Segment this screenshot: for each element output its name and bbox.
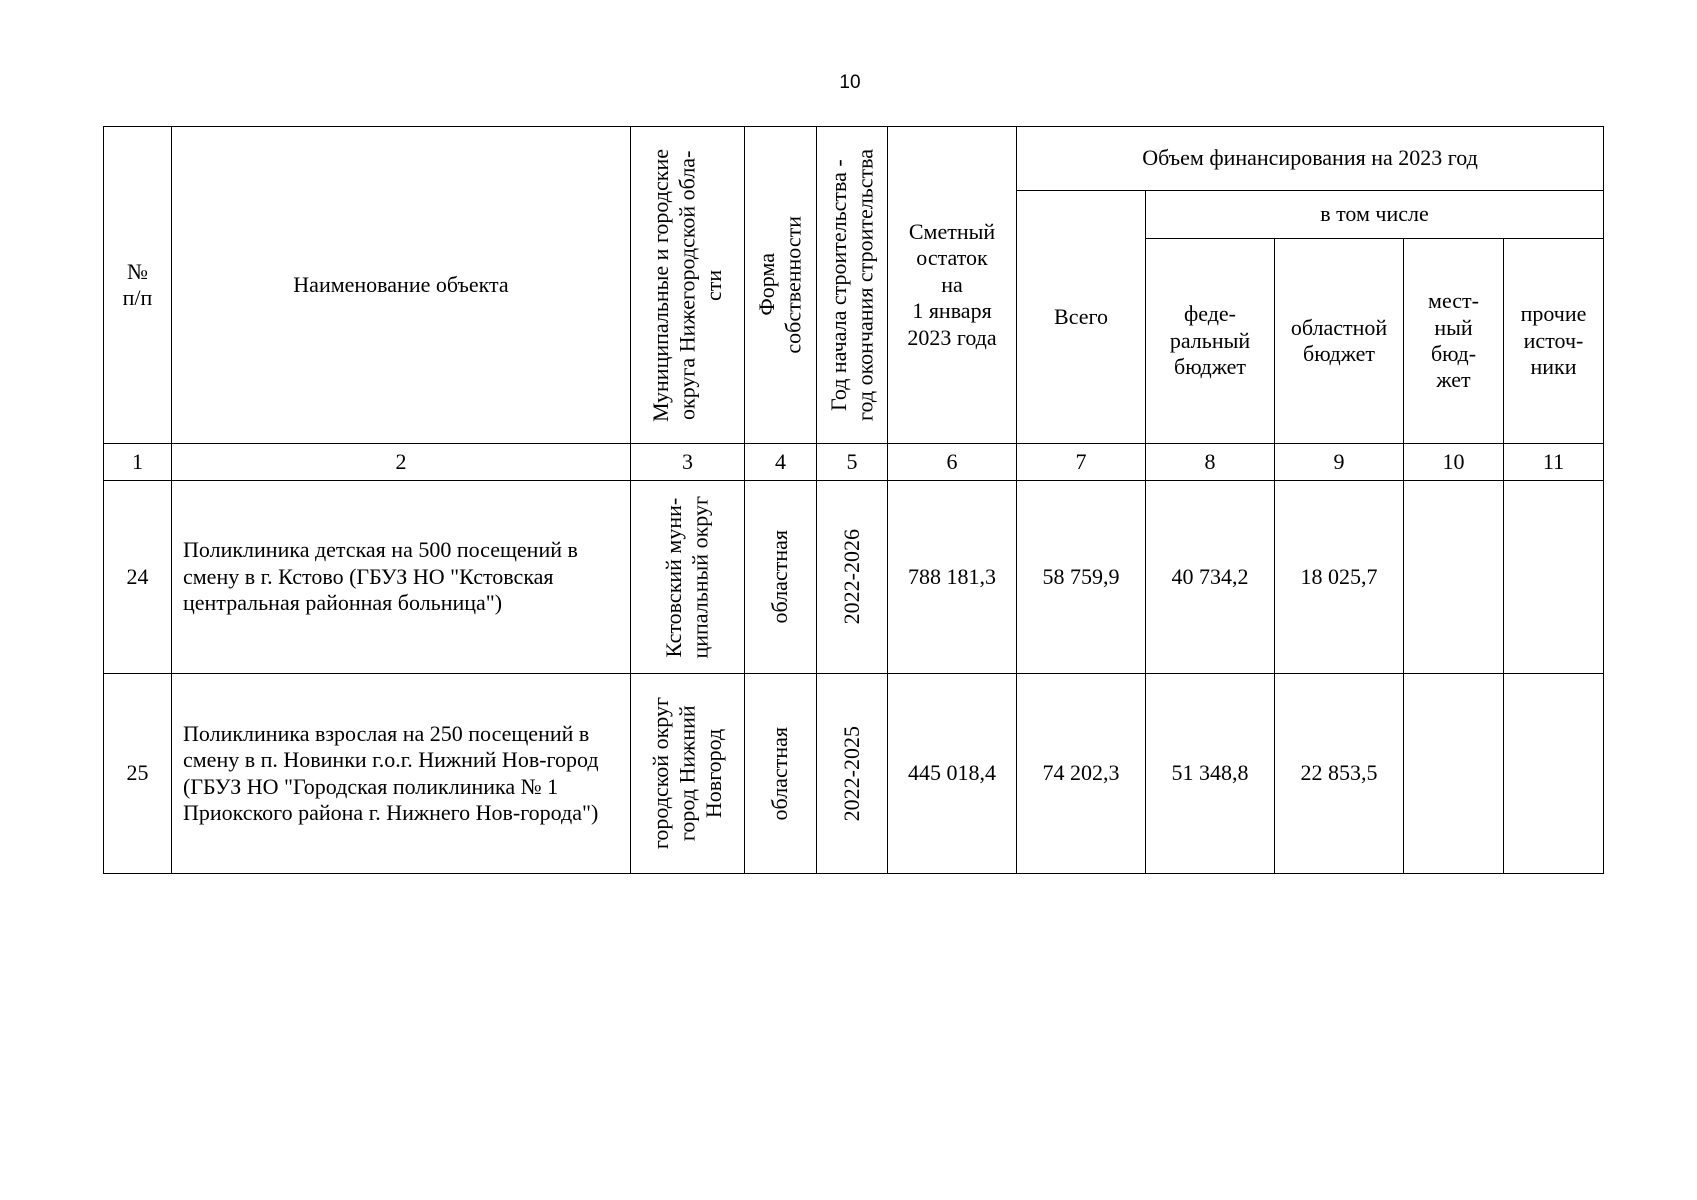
header-including: в том числе <box>1146 191 1604 239</box>
estimate-value: 445 018,4 <box>888 674 1017 874</box>
header-num: № п/п <box>104 127 172 444</box>
column-number: 6 <box>888 444 1017 481</box>
years-cell <box>817 481 888 674</box>
estimate-value: 788 181,3 <box>888 481 1017 674</box>
header-row-1 <box>104 127 1604 191</box>
column-number: 5 <box>817 444 888 481</box>
total-value: 58 759,9 <box>1017 481 1146 674</box>
column-number: 3 <box>631 444 745 481</box>
table-row <box>104 674 1604 874</box>
municipal-cell <box>631 481 745 674</box>
column-number: 1 <box>104 444 172 481</box>
federal-value: 51 348,8 <box>1146 674 1275 874</box>
column-number: 4 <box>745 444 817 481</box>
header-ownership-text: Форма собственности <box>754 216 806 354</box>
page-number: 10 <box>839 72 861 93</box>
column-number-row <box>104 444 1604 481</box>
years-text: 2022-2026 <box>838 529 864 625</box>
header-years <box>817 127 888 444</box>
municipal-text: городской округ город Нижний Новгород <box>647 697 726 850</box>
other-value <box>1504 481 1604 674</box>
column-number: 2 <box>172 444 631 481</box>
ownership-cell <box>745 481 817 674</box>
header-municipal <box>631 127 745 444</box>
header-financing: Объем финансирования на 2023 год <box>1017 127 1604 191</box>
ownership-cell <box>745 674 817 874</box>
object-name: Поликлиника взрослая на 250 посещений в смену в п. Новинки г.о.г. Нижний Нов-город (ГБУЗ НО "Городская поликлиника № 1 Приокского района г. Нижнего Нов-города") <box>172 674 631 874</box>
header-years-text: Год начала строительства - год окончания строительства <box>825 149 877 421</box>
row-num: 24 <box>104 481 172 674</box>
header-municipal-text: Муниципальные и городские округа Нижегородской обла- сти <box>647 148 726 422</box>
object-name: Поликлиника детская на 500 посещений в смену в г. Кстово (ГБУЗ НО "Кстовская центральная районная больница") <box>172 481 631 674</box>
municipal-text: Кстовский муни- ципальный округ <box>661 495 713 659</box>
row-num: 25 <box>104 674 172 874</box>
ownership-text: областная <box>767 530 793 624</box>
header-other: прочие источ- ники <box>1504 239 1604 444</box>
table-row <box>104 481 1604 674</box>
local-value <box>1404 481 1504 674</box>
ownership-text: областная <box>767 726 793 821</box>
header-total: Всего <box>1017 191 1146 444</box>
other-value <box>1504 674 1604 874</box>
municipal-cell <box>631 674 745 874</box>
regional-value: 18 025,7 <box>1275 481 1404 674</box>
header-ownership <box>745 127 817 444</box>
column-number: 9 <box>1275 444 1404 481</box>
years-cell <box>817 674 888 874</box>
total-value: 74 202,3 <box>1017 674 1146 874</box>
header-name: Наименование объекта <box>172 127 631 444</box>
header-estimate: Сметный остаток на 1 января 2023 года <box>888 127 1017 444</box>
header-regional: областной бюджет <box>1275 239 1404 444</box>
years-text: 2022-2025 <box>838 725 864 822</box>
header-federal: феде- ральный бюджет <box>1146 239 1275 444</box>
construction-financing-table <box>103 126 1604 874</box>
column-number: 8 <box>1146 444 1275 481</box>
column-number: 11 <box>1504 444 1604 481</box>
column-number: 7 <box>1017 444 1146 481</box>
local-value <box>1404 674 1504 874</box>
column-number: 10 <box>1404 444 1504 481</box>
regional-value: 22 853,5 <box>1275 674 1404 874</box>
header-local: мест- ный бюд- жет <box>1404 239 1504 444</box>
federal-value: 40 734,2 <box>1146 481 1275 674</box>
